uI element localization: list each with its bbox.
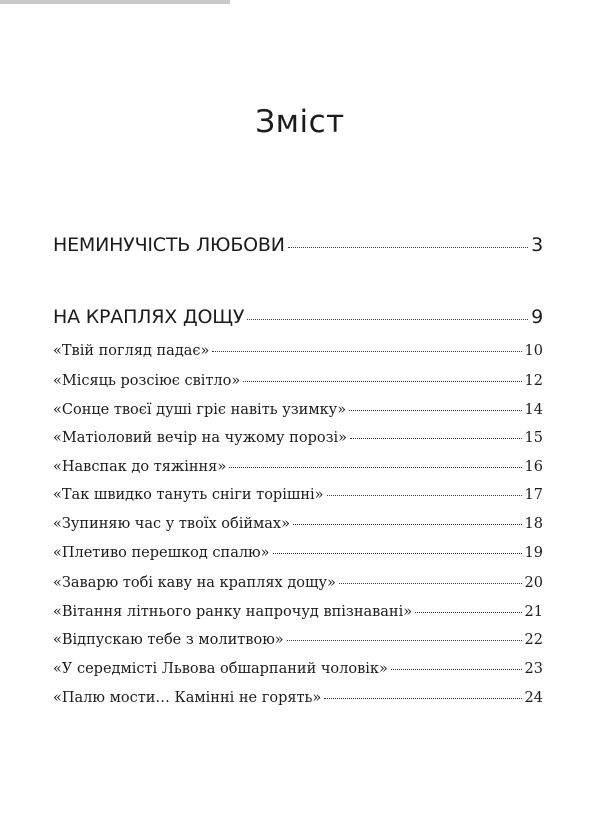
dot-leader <box>229 467 521 468</box>
poem-title: «Так швидко тануть сніги торішні» <box>53 487 324 503</box>
dot-leader <box>327 495 522 496</box>
dot-leader <box>293 524 522 525</box>
toc-poem-entry[interactable] <box>53 661 543 677</box>
poem-title: «Палю мости… Камінні не горять» <box>53 690 322 706</box>
toc-poem-entry[interactable] <box>53 516 543 532</box>
page-number: 14 <box>524 402 543 418</box>
page-number: 20 <box>524 575 543 591</box>
toc-section-entry[interactable] <box>53 306 543 328</box>
dot-leader <box>273 553 522 554</box>
toc-poem-entry[interactable] <box>53 430 543 446</box>
page-number: 18 <box>524 516 543 532</box>
page-number: 15 <box>524 430 543 446</box>
poem-title: «Відпускаю тебе з молитвою» <box>53 632 284 648</box>
poem-title: «Місяць розсіює світло» <box>53 373 241 389</box>
dot-leader <box>391 669 522 670</box>
dot-leader <box>247 319 528 320</box>
page-number: 23 <box>524 661 543 677</box>
toc-poem-entry[interactable] <box>53 604 543 620</box>
page-number: 19 <box>524 545 543 561</box>
poem-title: «Навспак до тяжіння» <box>53 459 227 475</box>
page-number: 9 <box>531 306 543 328</box>
page-number: 17 <box>524 487 543 503</box>
dot-leader <box>212 351 521 352</box>
dot-leader <box>324 698 521 699</box>
poem-title: «Плетиво перешкод спалю» <box>53 545 270 561</box>
page-number: 16 <box>524 459 543 475</box>
page-number: 12 <box>524 373 543 389</box>
toc-poem-entry[interactable] <box>53 545 543 561</box>
page-number: 24 <box>524 690 543 706</box>
poem-title: «Заварю тобі каву на краплях дощу» <box>53 575 336 591</box>
poem-title: «Зупиняю час у твоїх обіймах» <box>53 516 290 532</box>
toc-poem-entry[interactable] <box>53 632 543 648</box>
poem-title: «Матіоловий вечір на чужому порозі» <box>53 430 348 446</box>
toc-poem-entry[interactable] <box>53 487 543 503</box>
toc-section-entry[interactable] <box>53 234 543 256</box>
page-number: 22 <box>524 632 543 648</box>
dot-leader <box>288 247 528 248</box>
toc-poem-entry[interactable] <box>53 690 543 706</box>
poem-title: «Вітання літнього ранку напрочуд впізнавані» <box>53 604 413 620</box>
poem-title: «У середмісті Львова обшарпаний чоловік» <box>53 661 388 677</box>
section-title: НЕМИНУЧІСТЬ ЛЮБОВИ <box>53 234 285 256</box>
poem-title: «Сонце твоєї душі гріє навіть узимку» <box>53 402 347 418</box>
poem-title: «Твій погляд падає» <box>53 343 210 359</box>
dot-leader <box>349 410 521 411</box>
toc-poem-entry[interactable] <box>53 402 543 418</box>
page-title: Зміст <box>255 103 345 140</box>
toc-poem-entry[interactable] <box>53 373 543 389</box>
toc-poem-entry[interactable] <box>53 459 543 475</box>
section-title: НА КРАПЛЯХ ДОЩУ <box>53 306 245 328</box>
toc-poem-entry[interactable] <box>53 575 543 591</box>
dot-leader <box>350 438 522 439</box>
page-number: 10 <box>524 343 543 359</box>
toc-poem-entry[interactable] <box>53 343 543 359</box>
dot-leader <box>339 583 522 584</box>
page-number: 3 <box>531 234 543 256</box>
dot-leader <box>287 640 522 641</box>
dot-leader <box>243 381 521 382</box>
page-number: 21 <box>524 604 543 620</box>
dot-leader <box>415 612 521 613</box>
